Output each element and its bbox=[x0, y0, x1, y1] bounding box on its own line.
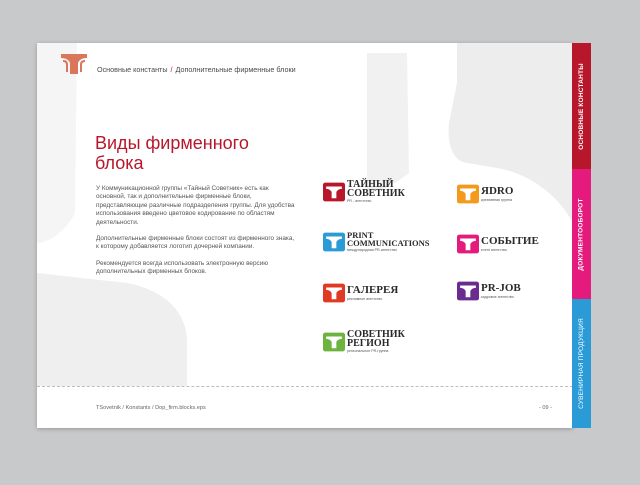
brand-name-line1: СОВЕТНИК bbox=[347, 329, 405, 340]
tab-osnovnye-konstanty[interactable] bbox=[572, 43, 591, 169]
brand-mark-icon bbox=[457, 184, 479, 204]
page-title bbox=[95, 133, 275, 173]
brand-subtitle: международная PR-агентство bbox=[347, 248, 397, 252]
brand-name-line1: PRINT bbox=[347, 230, 374, 240]
page-title-line1: Виды фирменного bbox=[95, 133, 249, 153]
brand-mark-icon bbox=[323, 332, 345, 352]
company-logo-icon bbox=[60, 52, 88, 76]
tab-label: ДОКУМЕНТООБОРОТ bbox=[578, 197, 586, 271]
page-number: - 09 - bbox=[539, 405, 553, 411]
brand-mark-icon bbox=[323, 283, 345, 303]
tab-label: ОСНОВНЫЕ КОНСТАНТЫ bbox=[578, 62, 585, 150]
paragraph-recommendation: Рекомендуется всегда использовать электронную версию дополнительных фирменных блоков. bbox=[96, 259, 269, 276]
brand-mark-icon bbox=[457, 281, 479, 301]
brand-subtitle: event агентство bbox=[481, 247, 507, 252]
brand-name-line1: ГАЛЕРЕЯ bbox=[347, 283, 399, 296]
breadcrumb-separator: / bbox=[170, 65, 173, 74]
breadcrumb-page: Дополнительные фирменные блоки bbox=[175, 65, 296, 74]
brand-mark-icon bbox=[457, 234, 479, 254]
tab-dokumentooborot[interactable] bbox=[572, 169, 591, 299]
brand-print-communications bbox=[323, 231, 429, 253]
paragraph-intro: У Коммуникационной группы «Тайный Советник» есть как основной, так и дополнительные фирменные блоки, представляющие различные подразделения группы. Для удобства использования введено цветовое кодирование по областям деятельности. bbox=[96, 185, 295, 226]
brand-galereya bbox=[323, 283, 398, 303]
paragraph-structure: Дополнительные фирменные блоки состоят из фирменного знака, к которому добавляется логотип дочерней компании. bbox=[96, 235, 295, 251]
brand-name-line2: СОВЕТНИК bbox=[347, 188, 405, 199]
tab-label: СУВЕНИРНАЯ ПРОДУКЦИЯ bbox=[578, 318, 586, 409]
brand-name-line1: ЯDRO bbox=[481, 184, 514, 197]
section-tabs bbox=[572, 43, 591, 428]
brand-subtitle: PR - агентство bbox=[347, 199, 372, 203]
brand-pr-job bbox=[457, 281, 521, 301]
breadcrumb-section[interactable]: Основные константы bbox=[97, 65, 168, 74]
file-path: TSovetnik / Konstants / Dop_firm.blocks.eps bbox=[96, 405, 206, 411]
body-text bbox=[96, 185, 296, 285]
brand-subtitle: рекламное агентство bbox=[347, 296, 383, 301]
brand-name-line1: СОБЫТИЕ bbox=[481, 234, 539, 247]
brand-tayny-sovetnik bbox=[323, 180, 405, 204]
brand-mark-icon bbox=[323, 232, 345, 252]
page-title-line2: блока bbox=[95, 153, 144, 173]
brand-sobytie bbox=[457, 234, 539, 254]
brand-mark-icon bbox=[323, 182, 345, 202]
tab-suvenirnaya-produktsiya[interactable] bbox=[572, 299, 591, 428]
brand-sovetnik-region bbox=[323, 330, 405, 354]
breadcrumb bbox=[97, 65, 296, 74]
brand-subtitle: креативная группа bbox=[481, 197, 512, 202]
brochure-page bbox=[37, 43, 573, 428]
footer-divider bbox=[37, 386, 573, 387]
brand-subtitle: кадровое агентство bbox=[481, 294, 514, 299]
brand-name-line2: COMMUNICATIONS bbox=[347, 238, 430, 248]
brand-subtitle: региональное PR-группа bbox=[347, 349, 389, 353]
brand-name-line1: ТАЙНЫЙ bbox=[347, 179, 394, 190]
brand-yadro bbox=[457, 184, 513, 204]
brand-name-line1: PR-JOB bbox=[481, 281, 521, 294]
brand-name-line2: РЕГИОН bbox=[347, 338, 390, 349]
